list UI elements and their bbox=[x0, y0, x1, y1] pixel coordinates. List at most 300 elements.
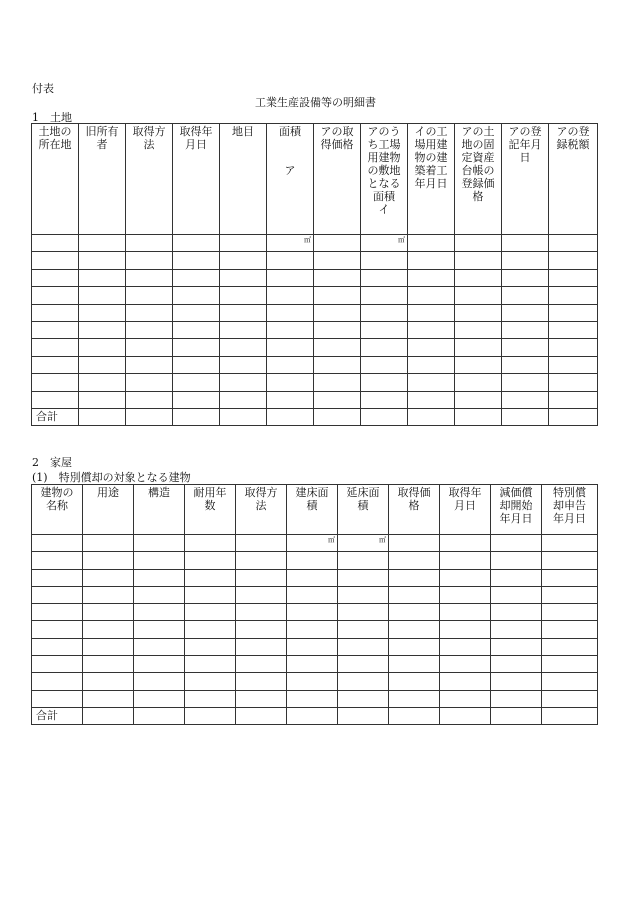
unit-cell bbox=[236, 535, 287, 552]
table-cell bbox=[338, 569, 389, 586]
table-cell bbox=[79, 408, 126, 425]
table-cell bbox=[491, 656, 542, 673]
table-cell bbox=[361, 356, 408, 373]
table-cell bbox=[134, 707, 185, 724]
table-cell bbox=[338, 586, 389, 603]
table-cell bbox=[361, 339, 408, 356]
table-cell bbox=[389, 552, 440, 569]
table-cell bbox=[408, 408, 455, 425]
table-cell bbox=[173, 408, 220, 425]
table-cell bbox=[83, 638, 134, 655]
table-cell bbox=[32, 621, 83, 638]
table-cell bbox=[83, 707, 134, 724]
table-cell bbox=[79, 339, 126, 356]
table-cell bbox=[491, 673, 542, 690]
table-cell bbox=[32, 552, 83, 569]
unit-cell: ㎡ bbox=[361, 235, 408, 252]
table-cell bbox=[542, 707, 598, 724]
table-cell bbox=[389, 673, 440, 690]
table-cell bbox=[32, 321, 79, 338]
appendix-label: 付表 bbox=[32, 82, 54, 95]
total-row bbox=[32, 707, 598, 724]
table-cell bbox=[236, 690, 287, 707]
section2-subheading: (1) 特別償却の対象となる建物 bbox=[32, 471, 191, 484]
table-cell bbox=[314, 339, 361, 356]
table-cell bbox=[408, 374, 455, 391]
table-cell bbox=[287, 552, 338, 569]
building-table bbox=[31, 484, 598, 725]
header-row bbox=[32, 485, 598, 535]
table-cell bbox=[83, 569, 134, 586]
table-cell bbox=[79, 269, 126, 286]
table-cell bbox=[361, 252, 408, 269]
table-cell bbox=[267, 408, 314, 425]
table-cell bbox=[440, 621, 491, 638]
table-cell bbox=[455, 339, 502, 356]
table-cell bbox=[126, 408, 173, 425]
table-cell bbox=[185, 621, 236, 638]
total-row bbox=[32, 408, 598, 425]
table-cell bbox=[389, 621, 440, 638]
table-row bbox=[32, 321, 598, 338]
table-cell bbox=[185, 638, 236, 655]
table-cell bbox=[455, 391, 502, 408]
table-cell bbox=[491, 569, 542, 586]
table-cell bbox=[126, 304, 173, 321]
table-cell bbox=[287, 673, 338, 690]
table-cell bbox=[32, 391, 79, 408]
table-cell bbox=[79, 391, 126, 408]
table-cell bbox=[173, 321, 220, 338]
table-cell bbox=[440, 586, 491, 603]
table-cell bbox=[185, 552, 236, 569]
table-cell bbox=[83, 656, 134, 673]
table-cell bbox=[389, 638, 440, 655]
table-cell bbox=[408, 356, 455, 373]
table-cell bbox=[491, 604, 542, 621]
table-cell bbox=[389, 569, 440, 586]
table-cell bbox=[455, 304, 502, 321]
table-cell bbox=[502, 339, 549, 356]
table-cell bbox=[220, 374, 267, 391]
table-cell bbox=[455, 374, 502, 391]
table-cell bbox=[220, 304, 267, 321]
table-cell bbox=[173, 304, 220, 321]
table-cell bbox=[455, 252, 502, 269]
unit-cell bbox=[126, 235, 173, 252]
unit-cell bbox=[314, 235, 361, 252]
table-cell bbox=[361, 408, 408, 425]
table-cell bbox=[236, 604, 287, 621]
unit-cell bbox=[455, 235, 502, 252]
table-cell bbox=[361, 321, 408, 338]
table-cell bbox=[389, 604, 440, 621]
table-cell bbox=[542, 690, 598, 707]
table-cell bbox=[361, 391, 408, 408]
table-row bbox=[32, 656, 598, 673]
table-row bbox=[32, 569, 598, 586]
column-header: 減価償 却開始 年月日 bbox=[491, 485, 542, 535]
table-cell bbox=[267, 391, 314, 408]
table-cell bbox=[502, 391, 549, 408]
table-cell bbox=[32, 673, 83, 690]
table-cell bbox=[542, 569, 598, 586]
table-cell bbox=[220, 269, 267, 286]
column-header: イの工 場用建 物の建 築着工 年月日 bbox=[408, 124, 455, 235]
table-cell bbox=[455, 321, 502, 338]
table-cell bbox=[542, 656, 598, 673]
table-cell bbox=[549, 252, 598, 269]
column-header: 耐用年 数 bbox=[185, 485, 236, 535]
unit-cell bbox=[542, 535, 598, 552]
table-cell bbox=[542, 552, 598, 569]
table-cell bbox=[134, 586, 185, 603]
table-cell bbox=[361, 269, 408, 286]
table-cell bbox=[440, 673, 491, 690]
unit-cell bbox=[134, 535, 185, 552]
table-cell bbox=[389, 707, 440, 724]
table-cell bbox=[408, 339, 455, 356]
table-cell bbox=[361, 287, 408, 304]
table-cell bbox=[314, 321, 361, 338]
table-cell bbox=[338, 604, 389, 621]
table-cell bbox=[134, 673, 185, 690]
table-cell bbox=[220, 287, 267, 304]
table-cell bbox=[79, 304, 126, 321]
table-cell bbox=[455, 287, 502, 304]
table-row bbox=[32, 391, 598, 408]
table-cell bbox=[502, 304, 549, 321]
table-cell bbox=[338, 638, 389, 655]
table-cell bbox=[134, 656, 185, 673]
table-cell bbox=[542, 638, 598, 655]
table-cell bbox=[502, 252, 549, 269]
header-row bbox=[32, 124, 598, 235]
table-cell bbox=[236, 586, 287, 603]
table-cell bbox=[185, 656, 236, 673]
table-cell bbox=[236, 552, 287, 569]
table-cell bbox=[126, 252, 173, 269]
table-cell bbox=[236, 638, 287, 655]
table-cell bbox=[32, 374, 79, 391]
table-cell bbox=[440, 656, 491, 673]
table-cell bbox=[267, 321, 314, 338]
table-cell bbox=[267, 339, 314, 356]
table-cell bbox=[502, 269, 549, 286]
table-cell bbox=[83, 604, 134, 621]
table-row bbox=[32, 552, 598, 569]
column-header: アのう ち工場 用建物 の敷地 となる 面積 イ bbox=[361, 124, 408, 235]
table-cell bbox=[502, 321, 549, 338]
column-header: 土地の 所在地 bbox=[32, 124, 79, 235]
table-cell bbox=[236, 707, 287, 724]
column-header: 用途 bbox=[83, 485, 134, 535]
unit-cell bbox=[549, 235, 598, 252]
table-cell bbox=[440, 569, 491, 586]
table-cell bbox=[32, 638, 83, 655]
table-cell bbox=[134, 638, 185, 655]
table-cell bbox=[408, 252, 455, 269]
table-cell bbox=[549, 269, 598, 286]
table-cell bbox=[185, 707, 236, 724]
table-cell bbox=[491, 638, 542, 655]
table-cell bbox=[338, 673, 389, 690]
table-cell bbox=[389, 690, 440, 707]
unit-cell bbox=[32, 535, 83, 552]
table-cell bbox=[32, 269, 79, 286]
table-cell bbox=[314, 304, 361, 321]
table-cell bbox=[287, 690, 338, 707]
table-cell bbox=[287, 707, 338, 724]
table-cell bbox=[408, 269, 455, 286]
table-cell bbox=[549, 339, 598, 356]
column-header: 取得方 法 bbox=[126, 124, 173, 235]
table-cell bbox=[455, 269, 502, 286]
table-cell bbox=[126, 269, 173, 286]
column-header: 取得年 月日 bbox=[173, 124, 220, 235]
column-header: 面積 ア bbox=[267, 124, 314, 235]
column-header: 取得価 格 bbox=[389, 485, 440, 535]
table-cell bbox=[314, 252, 361, 269]
table-cell bbox=[542, 621, 598, 638]
table-cell bbox=[440, 604, 491, 621]
table-cell bbox=[220, 391, 267, 408]
table-cell bbox=[491, 586, 542, 603]
table-cell bbox=[236, 621, 287, 638]
table-cell bbox=[32, 252, 79, 269]
table-cell bbox=[287, 586, 338, 603]
table-cell bbox=[549, 321, 598, 338]
table-cell bbox=[287, 656, 338, 673]
table-cell bbox=[287, 604, 338, 621]
table-cell bbox=[32, 586, 83, 603]
table-cell bbox=[408, 391, 455, 408]
table-cell bbox=[83, 673, 134, 690]
table-cell bbox=[220, 321, 267, 338]
column-header: アの登 録税額 bbox=[549, 124, 598, 235]
table-cell bbox=[361, 304, 408, 321]
table-cell bbox=[267, 374, 314, 391]
table-cell bbox=[32, 604, 83, 621]
table-row bbox=[32, 374, 598, 391]
total-label: 合計 bbox=[32, 707, 83, 724]
table-cell bbox=[79, 356, 126, 373]
table-cell bbox=[134, 604, 185, 621]
table-cell bbox=[126, 356, 173, 373]
table-cell bbox=[79, 321, 126, 338]
unit-cell bbox=[185, 535, 236, 552]
table-cell bbox=[287, 569, 338, 586]
table-cell bbox=[314, 287, 361, 304]
table-cell bbox=[491, 690, 542, 707]
table-cell bbox=[32, 656, 83, 673]
table-cell bbox=[32, 339, 79, 356]
table-cell bbox=[338, 552, 389, 569]
table-cell bbox=[173, 356, 220, 373]
section2-heading: 2 家屋 bbox=[32, 456, 72, 469]
table-cell bbox=[32, 690, 83, 707]
unit-row bbox=[32, 535, 598, 552]
table-cell bbox=[220, 356, 267, 373]
table-cell bbox=[549, 356, 598, 373]
table-cell bbox=[491, 552, 542, 569]
land-table bbox=[31, 123, 598, 426]
table-cell bbox=[79, 374, 126, 391]
table-cell bbox=[267, 252, 314, 269]
table-cell bbox=[79, 287, 126, 304]
table-cell bbox=[542, 586, 598, 603]
table-cell bbox=[314, 374, 361, 391]
table-cell bbox=[287, 638, 338, 655]
table-row bbox=[32, 586, 598, 603]
table-row bbox=[32, 269, 598, 286]
table-cell bbox=[549, 374, 598, 391]
table-row bbox=[32, 356, 598, 373]
table-cell bbox=[502, 408, 549, 425]
table-cell bbox=[549, 391, 598, 408]
section1-heading: 1 土地 bbox=[32, 111, 72, 124]
table-cell bbox=[134, 569, 185, 586]
column-header: 取得年 月日 bbox=[440, 485, 491, 535]
table-row bbox=[32, 621, 598, 638]
table-cell bbox=[267, 356, 314, 373]
table-cell bbox=[220, 408, 267, 425]
table-cell bbox=[32, 304, 79, 321]
table-cell bbox=[134, 621, 185, 638]
table-cell bbox=[236, 656, 287, 673]
unit-cell bbox=[491, 535, 542, 552]
table-cell bbox=[455, 408, 502, 425]
table-cell bbox=[542, 604, 598, 621]
table-cell bbox=[173, 374, 220, 391]
column-header: 特別償 却申告 年月日 bbox=[542, 485, 598, 535]
table-row bbox=[32, 604, 598, 621]
table-cell bbox=[440, 552, 491, 569]
table-cell bbox=[32, 569, 83, 586]
table-cell bbox=[83, 586, 134, 603]
column-header: 取得方 法 bbox=[236, 485, 287, 535]
table-row bbox=[32, 339, 598, 356]
table-cell bbox=[408, 287, 455, 304]
table-cell bbox=[338, 656, 389, 673]
table-cell bbox=[126, 391, 173, 408]
unit-cell bbox=[32, 235, 79, 252]
table-row bbox=[32, 287, 598, 304]
table-cell bbox=[126, 374, 173, 391]
table-cell bbox=[173, 391, 220, 408]
table-row bbox=[32, 304, 598, 321]
table-cell bbox=[389, 656, 440, 673]
table-cell bbox=[126, 339, 173, 356]
table-cell bbox=[173, 339, 220, 356]
table-cell bbox=[491, 707, 542, 724]
table-cell bbox=[185, 690, 236, 707]
table-cell bbox=[549, 408, 598, 425]
unit-cell bbox=[83, 535, 134, 552]
table-row bbox=[32, 638, 598, 655]
table-row bbox=[32, 252, 598, 269]
column-header: 構造 bbox=[134, 485, 185, 535]
table-cell bbox=[314, 408, 361, 425]
table-cell bbox=[549, 287, 598, 304]
unit-cell bbox=[173, 235, 220, 252]
table-cell bbox=[173, 252, 220, 269]
table-cell bbox=[126, 321, 173, 338]
table-cell bbox=[185, 604, 236, 621]
table-cell bbox=[389, 586, 440, 603]
table-cell bbox=[79, 252, 126, 269]
unit-cell bbox=[502, 235, 549, 252]
table-cell bbox=[549, 304, 598, 321]
table-cell bbox=[491, 621, 542, 638]
table-cell bbox=[314, 269, 361, 286]
table-cell bbox=[440, 638, 491, 655]
unit-cell bbox=[220, 235, 267, 252]
column-header: アの登 記年月 日 bbox=[502, 124, 549, 235]
document-title: 工業生産設備等の明細書 bbox=[255, 96, 376, 109]
table-cell bbox=[338, 621, 389, 638]
table-cell bbox=[220, 252, 267, 269]
column-header: アの土 地の固 定資産 台帳の 登録価 格 bbox=[455, 124, 502, 235]
table-cell bbox=[185, 569, 236, 586]
table-cell bbox=[134, 690, 185, 707]
column-header: 建床面 積 bbox=[287, 485, 338, 535]
table-cell bbox=[185, 673, 236, 690]
table-cell bbox=[173, 287, 220, 304]
table-cell bbox=[267, 304, 314, 321]
column-header: 地目 bbox=[220, 124, 267, 235]
table-cell bbox=[408, 304, 455, 321]
unit-cell: ㎡ bbox=[287, 535, 338, 552]
unit-cell: ㎡ bbox=[267, 235, 314, 252]
unit-row bbox=[32, 235, 598, 252]
table-cell bbox=[236, 673, 287, 690]
total-label: 合計 bbox=[32, 408, 79, 425]
table-cell bbox=[32, 287, 79, 304]
table-cell bbox=[502, 287, 549, 304]
table-cell bbox=[440, 690, 491, 707]
table-cell bbox=[236, 569, 287, 586]
unit-cell bbox=[389, 535, 440, 552]
unit-cell: ㎡ bbox=[338, 535, 389, 552]
table-row bbox=[32, 690, 598, 707]
table-cell bbox=[408, 321, 455, 338]
column-header: 建物の 名称 bbox=[32, 485, 83, 535]
column-header: 旧所有 者 bbox=[79, 124, 126, 235]
table-cell bbox=[287, 621, 338, 638]
unit-cell bbox=[440, 535, 491, 552]
unit-cell bbox=[408, 235, 455, 252]
table-cell bbox=[32, 356, 79, 373]
table-cell bbox=[83, 552, 134, 569]
table-cell bbox=[455, 356, 502, 373]
unit-cell bbox=[79, 235, 126, 252]
table-cell bbox=[220, 339, 267, 356]
table-row bbox=[32, 673, 598, 690]
table-cell bbox=[542, 673, 598, 690]
table-cell bbox=[173, 269, 220, 286]
column-header: アの取 得価格 bbox=[314, 124, 361, 235]
table-cell bbox=[83, 621, 134, 638]
table-cell bbox=[338, 690, 389, 707]
table-cell bbox=[440, 707, 491, 724]
table-cell bbox=[134, 552, 185, 569]
table-cell bbox=[267, 269, 314, 286]
table-cell bbox=[126, 287, 173, 304]
table-cell bbox=[314, 391, 361, 408]
table-cell bbox=[185, 586, 236, 603]
table-cell bbox=[502, 356, 549, 373]
